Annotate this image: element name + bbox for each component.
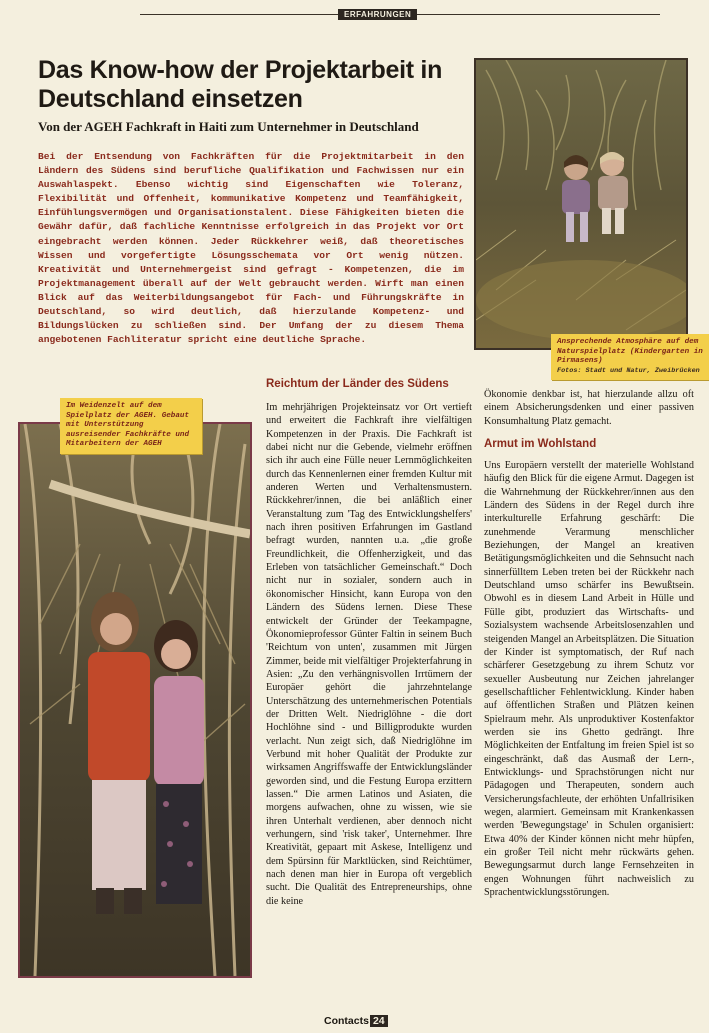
caption-top-text: Ansprechende Atmosphäre auf dem Naturspielplatz (Kindergarten in Pirmasens)	[557, 338, 703, 365]
caption-left-photo: Im Weidenzelt auf dem Spielplatz der AGEH. Gebaut mit Unterstützung ausreisender Fachkräfte und Mitarbeitern der AGEH	[60, 398, 202, 454]
article-column-2	[484, 388, 694, 899]
page-footer	[324, 1015, 388, 1027]
heading-reichtum: Reichtum der Länder des Südens	[266, 378, 449, 390]
column-2-body-b: Uns Europäern verstellt der materielle Wohlstand häufig den Blick für die eigene Armut. Dagegen ist die Wahrnehmung der Rückkehrer/innen aus den Ländern des Südens in der Regel durch ihre interkulturelle Erfahrung geschärft: Die zunehmende Verarmung menschlicher Beziehungen, der Mangel an kreativen Betätigungsmöglichkeiten und die Sehnsucht nach sinnerfülltem Leben treten bei der Rückkehr nach Deutschland umso schärfer ins Bewußtsein. Obwohl es in diesem Land Arbeit in Hülle und Fülle gibt, produziert das Wirtschafts- und Sozialsystem wachsende Arbeitslosenzahlen und steigenden Mangel an Arbeitsplätzen. Die Situation der Kinder ist symptomatisch, der Ruf nach schärferer Gesetzgebung zu ihrem Schutz vor sexueller Ausbeutung nur Zeichen jahrelanger gesellschaftlicher Fehlentwicklung. Kinder haben auf öffentlichen Straßen und Plätzen keinen Spielraum mehr. Als unproduktiver Kostenfaktor werden sie ins Ghetto gedrängt. Ihre Möglichkeiten der Entfaltung im freien Spiel ist so eingeschränkt, daß das Ausmaß der Lern-, Entwicklungs- und Sprachstörungen nicht nur Pädagogen und Therapeuten, sondern auch Versicherungsfachleute, der erhöhten Unfallrisiken wegen, alarmiert. Gemeinsam mit Krankenkassen werden 'Bewegungstage' in Schulen organisiert: Etwa 40% der Kinder können nicht mehr hüpfen, ein großer Teil nicht mehr rückwärts gehen. Bewegungsarmut durch lange Fernsehzeiten in engen Wohnungen führt nachweislich zu Sprachentwicklungsstörungen.	[484, 460, 694, 899]
article-column-1	[266, 378, 472, 908]
willow-tent-photo	[18, 422, 252, 978]
caption-top-photo	[551, 334, 709, 380]
column-1-body: Im mehrjährigen Projekteinsatz vor Ort vertieft und erweitert die Fachkraft ihre vielfältigen Kompetenzen in der Praxis. Die Fachkraft ist dabei nicht nur die Gebende, vielmehr eröffnen sich ihr auch eine Fülle neuer Lernmöglichkeiten durch das Kennenlernen einer fremden Kultur mit anderen Werten und Verhaltensmustern. Rückkehrer/innen, die bei anläßlich einer Veranstaltung zum 'Tag des Entwicklungshelfers' nach ihren positiven Erfahrungen im Gastland befragt wurden, nannten u.a. „die große Freundlichkeit, die Offenherzigkeit, und das Erleben von tatsächlicher Gemeinschaft.“ Doch nicht nur in sozialer, sondern auch in ökonomischer Hinsicht, kann Europa von den Ländern des Südens lernen. Diese These entwickelt der Gründer der Teekampagne, Ökonomieprofessor Günter Faltin in seinem Buch 'Reichtum von unten', zusammen mit Jürgen Zimmer, beide mit vielfältiger Projekterfahrung in Asien: „Zu den verhängnisvollen Irrtümern der Europäer gehört die jahrzehntelange Unterschätzung des unternehmerischen Potentials der Dritten Welt. Niedriglöhne - die dort Hochlöhne sind - und Billigprodukte wurden verlacht. Nun zeigt sich, daß Niedriglöhne im Verbund mit hoher Qualität der Produkte zur wirksamen Angriffswaffe der Entwicklungsländer geworden sind, und die Festung Europa erzittern lassen.“ Die armen Latinos und Asiaten, die morgens aufwachen, ohne zu wissen, wie sie ihren Unterhalt verdienen, aber dennoch nicht verhungern, sind 'risk taker', Unternehmer. Ihre Kreativität, gepaart mit Askese, Intelligenz und dem Spürsinn für Marktlücken, sind Reichtümer, nach denen man hier in Europa oft vergeblich sucht. Die Qualität des Entrepreneurships, ohne die keine	[266, 402, 472, 907]
willow-tent-photo-illustration	[20, 424, 250, 976]
photo-credit: Fotos: Stadt und Natur, Zweibrücken	[557, 366, 700, 375]
article-intro: Bei der Entsendung von Fachkräften für die Projektmitarbeit in den Ländern des Südens sind berufliche Qualifikation und Fachwissen nur ein Auswahlaspekt. Ebenso wichtig sind Eigenschaften wie Toleranz, Flexibilität und Offenheit, kommunikative Kompetenz und Teamfähigkeit, Einfühlungsvermögen und Organisationstalent. Diese Fähigkeiten bieten die Gewähr dafür, daß fachliche Kenntnisse erfolgreich in das Projekt vor Ort eingebracht werden können. Jeder Rückkehrer weiß, daß theoretisches Wissen und vorgefertigte Lösungsschemata vor Ort wenig nützen. Kreativität und Unternehmergeist sind gefragt - Kompetenzen, die im Projektmanagement überall auf der Welt gebraucht werden. Wirft man einen Blick auf das Weiterbildungsangebot für Fach- und Führungskräfte in Deutschland, so wird deutlich, daß hierzulande Kompetenz- und Bildungslücken zu schließen sind. Der Umfang der zu diesem Thema angebotenen Fachliteratur spricht eine deutliche Sprache.	[38, 151, 464, 346]
magazine-name: Contacts	[324, 1015, 369, 1027]
heading-armut: Armut im Wohlstand	[484, 438, 597, 451]
article-subheadline: Von der AGEH Fachkraft in Haiti zum Unternehmer in Deutschland	[38, 119, 419, 134]
playground-photo-illustration	[476, 60, 686, 348]
section-tag: ERFAHRUNGEN	[338, 9, 417, 20]
column-2-body-a: Ökonomie denkbar ist, hat hierzulande allzu oft einem Absicherungsdenken und einer passiven Konsumhaltung Platz gemacht.	[484, 389, 694, 427]
playground-photo	[474, 58, 688, 350]
article-headline: Das Know-how der Projektarbeit in Deutschland einsetzen	[38, 56, 443, 113]
page-number: 24	[370, 1015, 388, 1027]
